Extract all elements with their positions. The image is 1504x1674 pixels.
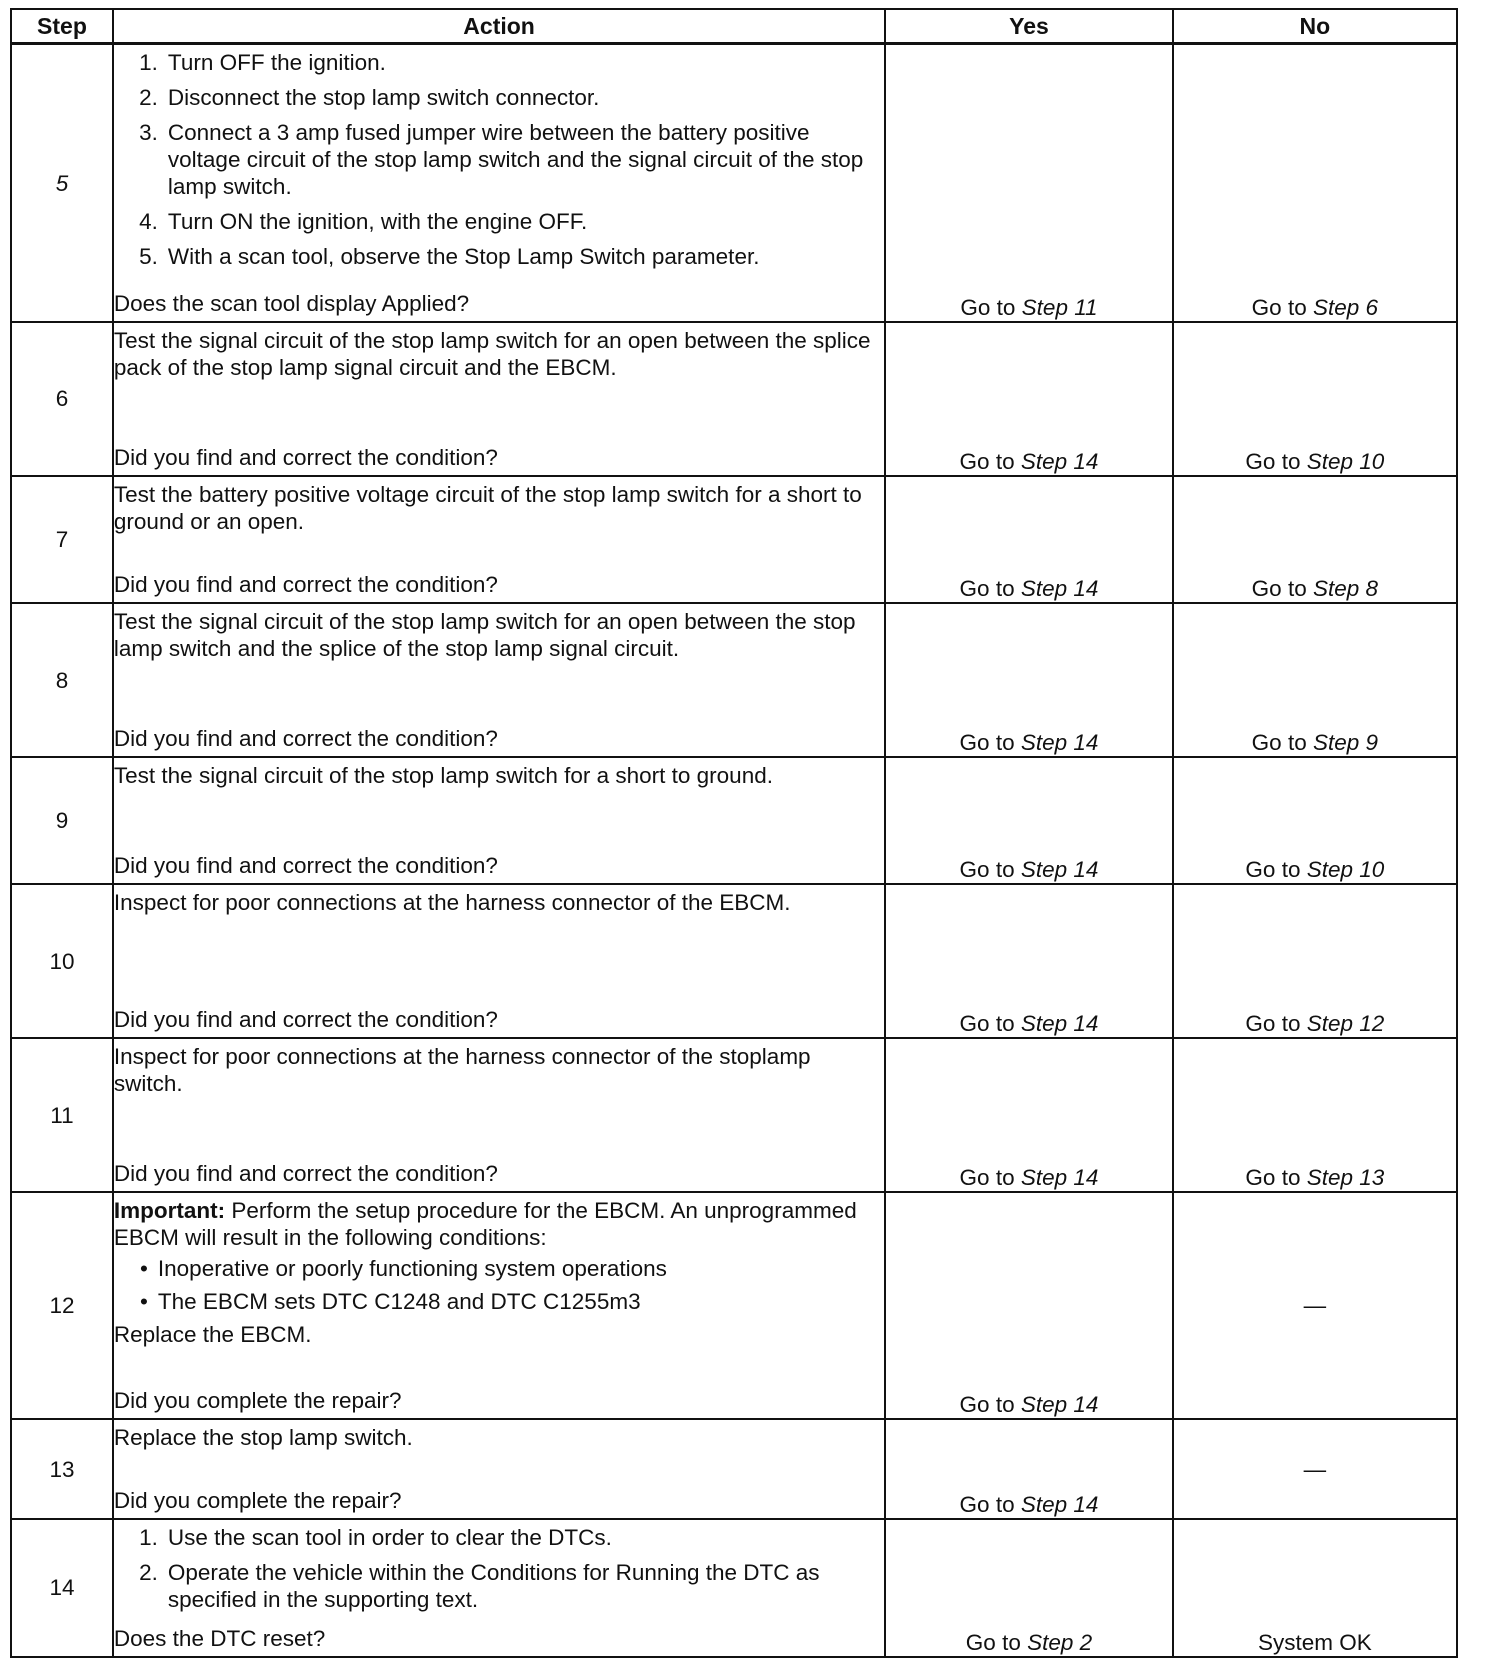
action-text: Test the signal circuit of the stop lamp switch for an open between the stop lamp switch and the splice of the stop lamp signal circuit. <box>113 609 856 662</box>
action-cell <box>113 1038 885 1192</box>
header-step: Step <box>11 9 113 44</box>
no-result: Go to Step 13 <box>1173 1038 1457 1192</box>
table-row-step-13 <box>11 1419 1457 1519</box>
question-text: Did you find and correct the condition? <box>113 1161 498 1187</box>
action-text: Inspect for poor connections at the harness connector of the EBCM. <box>113 890 791 916</box>
procedure-list <box>114 1524 884 1617</box>
action-text: Test the signal circuit of the stop lamp switch for an open between the splice pack of the stop lamp signal circuit and the EBCM. <box>113 328 871 381</box>
question-text: Did you find and correct the condition? <box>113 572 498 598</box>
step-number: 10 <box>11 884 113 1038</box>
yes-result: Go to Step 14 <box>885 1038 1172 1192</box>
table-row-step-8 <box>11 603 1457 757</box>
yes-result: Go to Step 14 <box>885 884 1172 1038</box>
header-yes: Yes <box>885 9 1172 44</box>
action-text: Inspect for poor connections at the harness connector of the stoplamp switch. <box>113 1044 811 1097</box>
conditions-list <box>114 1255 884 1315</box>
question-text: Did you find and correct the condition? <box>113 726 498 752</box>
no-result: Go to Step 9 <box>1173 603 1457 757</box>
no-result: Go to Step 8 <box>1173 476 1457 603</box>
no-result: — <box>1173 1192 1457 1419</box>
question-text: Did you find and correct the condition? <box>113 853 498 879</box>
step-number: 5 <box>11 44 113 323</box>
table-row-step-11 <box>11 1038 1457 1192</box>
important-label: Important: <box>113 1198 226 1224</box>
step-number: 11 <box>11 1038 113 1192</box>
procedure-item: 1. Use the scan tool in order to clear the DTCs. <box>139 1524 612 1550</box>
table-row-step-6 <box>11 322 1457 476</box>
table-row-step-10 <box>11 884 1457 1038</box>
step-number: 9 <box>11 757 113 884</box>
yes-result: Go to Step 2 <box>885 1519 1172 1657</box>
procedure-list <box>114 49 884 274</box>
table-row-step-9 <box>11 757 1457 884</box>
yes-result: Go to Step 14 <box>885 476 1172 603</box>
step-number: 13 <box>11 1419 113 1519</box>
procedure-item: 2. Disconnect the stop lamp switch connector. <box>139 85 600 110</box>
no-result: Go to Step 12 <box>1173 884 1457 1038</box>
step-number: 6 <box>11 322 113 476</box>
table-row-step-12 <box>11 1192 1457 1419</box>
no-result: System OK <box>1173 1519 1457 1657</box>
question-text: Did you complete the repair? <box>113 1487 402 1513</box>
procedure-item: 1. Turn OFF the ignition. <box>139 50 386 75</box>
important-text: Perform the setup procedure for the EBCM. An unprogrammed EBCM will result in the following conditions: <box>113 1198 857 1251</box>
yes-result: Go to Step 14 <box>885 322 1172 476</box>
yes-result: Go to Step 14 <box>885 1192 1172 1419</box>
procedure-item: 2. Operate the vehicle within the Conditions for Running the DTC as specified in the supporting text. <box>139 1559 820 1612</box>
question-text: Did you complete the repair? <box>113 1388 402 1414</box>
question-text: Does the DTC reset? <box>113 1626 326 1651</box>
diagnostic-table <box>10 8 1458 1658</box>
important-note <box>114 1197 884 1251</box>
yes-result: Go to Step 14 <box>885 603 1172 757</box>
procedure-item: 5. With a scan tool, observe the Stop Lamp Switch parameter. <box>139 244 760 269</box>
step-number: 12 <box>11 1192 113 1419</box>
no-result: Go to Step 10 <box>1173 757 1457 884</box>
question-text: Did you find and correct the condition? <box>113 444 498 470</box>
yes-result: Go to Step 14 <box>885 757 1172 884</box>
action-cell <box>113 1519 885 1657</box>
action-cell <box>113 603 885 757</box>
step-number: 8 <box>11 603 113 757</box>
step-number: 14 <box>11 1519 113 1657</box>
header-action: Action <box>113 9 885 44</box>
action-cell <box>113 44 885 323</box>
yes-result: Go to Step 14 <box>885 1419 1172 1519</box>
no-result: Go to Step 10 <box>1173 322 1457 476</box>
table-header-row <box>11 9 1457 44</box>
procedure-item: 3. Connect a 3 amp fused jumper wire between the battery positive voltage circuit of the stop lamp switch and the signal circuit of the stop lamp switch. <box>139 120 864 199</box>
procedure-item: 4. Turn ON the ignition, with the engine OFF. <box>139 209 588 234</box>
action-cell <box>113 476 885 603</box>
action-cell <box>113 757 885 884</box>
diagnostic-page <box>10 8 1458 1658</box>
action-text: Replace the EBCM. <box>113 1322 312 1348</box>
header-no: No <box>1173 9 1457 44</box>
action-text: Test the signal circuit of the stop lamp switch for a short to ground. <box>113 763 773 789</box>
step-number: 7 <box>11 476 113 603</box>
yes-result: Go to Step 11 <box>885 44 1172 323</box>
action-text: Test the battery positive voltage circuit of the stop lamp switch for a short to ground or an open. <box>113 481 862 534</box>
action-cell <box>113 1192 885 1419</box>
list-item: • The EBCM sets DTC C1248 and DTC C1255m3 <box>140 1289 641 1315</box>
table-row-step-7 <box>11 476 1457 603</box>
list-item: • Inoperative or poorly functioning system operations <box>140 1256 667 1282</box>
action-cell <box>113 884 885 1038</box>
table-row-step-5 <box>11 44 1457 323</box>
question-text: Did you find and correct the condition? <box>113 1007 498 1033</box>
question-text: Does the scan tool display Applied? <box>113 291 470 317</box>
no-result: — <box>1173 1419 1457 1519</box>
action-cell <box>113 322 885 476</box>
table-row-step-14 <box>11 1519 1457 1657</box>
no-result: Go to Step 6 <box>1173 44 1457 323</box>
action-text: Replace the stop lamp switch. <box>113 1425 413 1451</box>
action-cell <box>113 1419 885 1519</box>
